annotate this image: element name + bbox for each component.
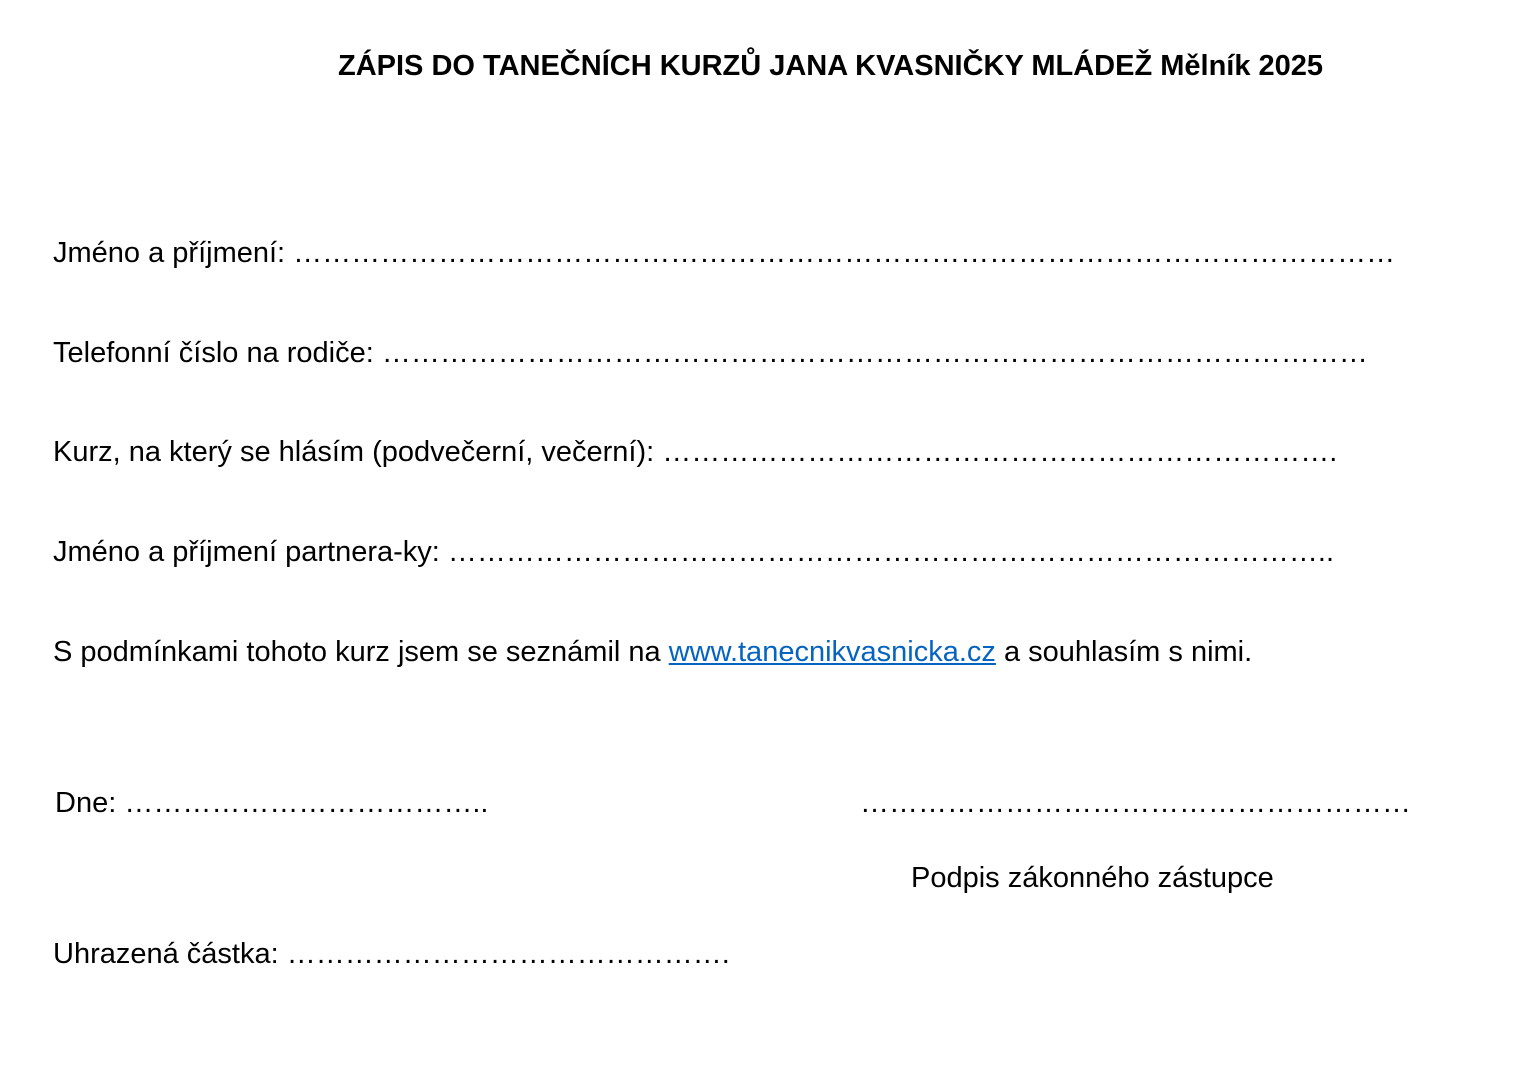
course-label: Kurz, na který se hlásím (podvečerní, večerní): — [53, 436, 655, 468]
partner-dots: ……………………………………………………………………………….. — [447, 536, 1335, 568]
name-label: Jméno a příjmení: — [53, 237, 286, 269]
partner-label: Jméno a příjmení partnera-ky: — [53, 536, 440, 568]
agreement-text-after: a souhlasím s nimi. — [1003, 636, 1253, 668]
date-label: Dne: — [55, 787, 117, 819]
amount-label: Uhrazená částka: — [53, 938, 279, 970]
phone-dots: ………………………………………………………………………………………… — [381, 337, 1368, 369]
website-link[interactable]: www.tanecnikvasnicka.cz — [668, 636, 996, 668]
phone-label: Telefonní číslo na rodiče: — [53, 337, 374, 369]
date-field-row — [55, 785, 488, 821]
date-dots: ……………………………….. — [124, 787, 489, 819]
document-title: ZÁPIS DO TANEČNÍCH KURZŮ JANA KVASNIČKY MLÁDEŽ Mělník 2025 — [338, 50, 1324, 82]
amount-field-row — [53, 936, 730, 972]
signature-dots: ………………………………………………… — [860, 787, 1411, 819]
signature-label: Podpis zákonného zástupce — [911, 862, 1274, 894]
agreement-text-before: S podmínkami tohoto kurz jsem se seznámil na — [53, 636, 661, 668]
phone-field-row — [53, 335, 1368, 371]
agreement-statement — [53, 634, 1252, 670]
course-dots: ……………………………………………………………. — [662, 436, 1338, 468]
name-field-row — [53, 235, 1395, 271]
partner-field-row — [53, 534, 1334, 570]
course-field-row — [53, 434, 1337, 470]
name-dots: …………………………………………………………………………………………………… — [293, 237, 1396, 269]
amount-dots: ………………………………………. — [286, 938, 730, 970]
